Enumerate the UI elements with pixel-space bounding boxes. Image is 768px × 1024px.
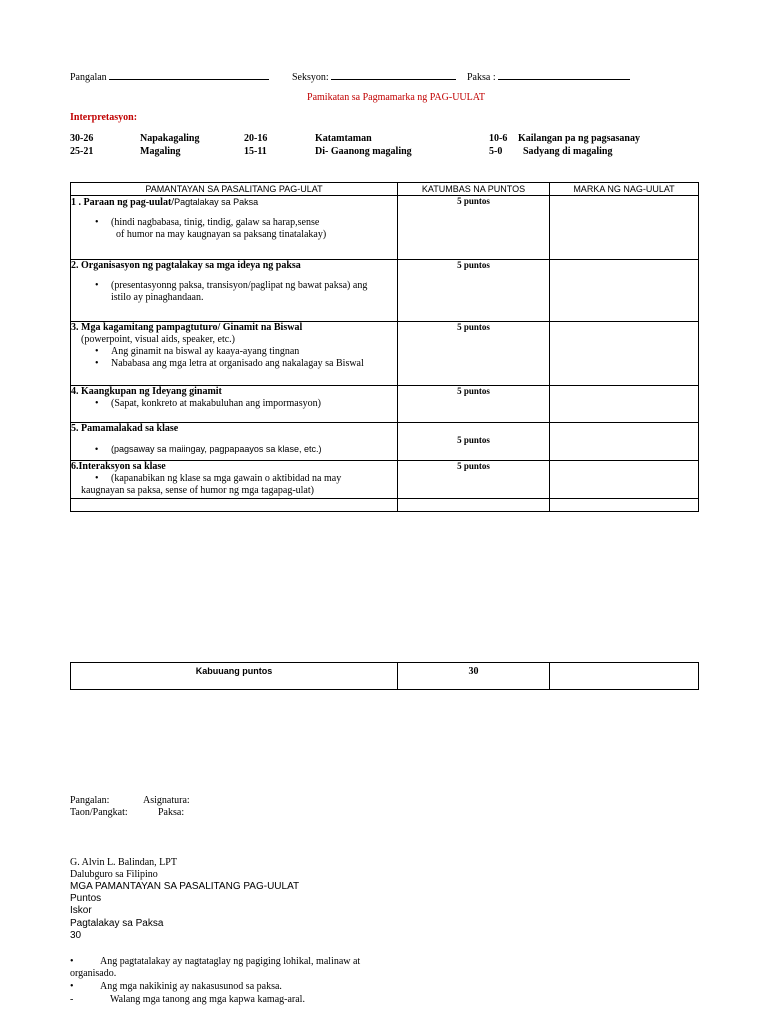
name-field[interactable] <box>70 70 269 83</box>
total-score-cell[interactable] <box>550 663 699 690</box>
criterion-title: 3. Mga kagamitang pampagtuturo/ Ginamit na Biswal <box>71 322 303 333</box>
range: 5-0 <box>489 146 503 157</box>
points-cell: 5 puntos <box>398 461 550 499</box>
score-cell[interactable] <box>550 260 699 322</box>
criterion-title: 6.Interaksyon sa klase <box>71 461 166 472</box>
range: 15-11 <box>244 146 267 157</box>
footer-signature-label: Asignatura: <box>143 795 190 806</box>
total-value: 30 <box>398 663 550 690</box>
rating: Kailangan pa ng pagsasanay <box>518 133 640 144</box>
table-row <box>71 260 699 322</box>
footer-bullet <box>70 956 361 967</box>
criterion-bullet-cont: of humor na may kaugnayan sa paksang tinatalakay) <box>116 229 327 240</box>
footer-topic-label: Paksa: <box>158 807 185 818</box>
table-row-empty <box>71 499 699 512</box>
criterion-bullet: • (Sapat, konkreto at makabuluhan ang impormasyon) <box>111 398 397 410</box>
criterion-cell <box>71 386 398 423</box>
criterion-bullet: • (presentasyonng paksa, transisyon/paglipat ng bawat paksa) ang <box>111 280 397 292</box>
criterion-cell <box>71 322 398 386</box>
points-cell: 5 puntos <box>398 386 550 423</box>
criterion-points: 30 <box>70 930 82 941</box>
score-cell[interactable] <box>550 461 699 499</box>
total-row <box>71 663 699 690</box>
criterion-cell <box>71 196 398 260</box>
rating: Napakagaling <box>140 133 200 144</box>
criterion-bullet: • Nababasa ang mga letra at organisado ang nakalagay sa Biswal <box>111 358 397 370</box>
bullet-text: Ang pagtatalakay ay nagtataglay ng pagiging lohikal, malinaw at <box>100 956 361 967</box>
criterion-bullet: • Ang ginamit na biswal ay kaaya-ayang tingnan <box>111 346 397 358</box>
points-cell: 5 puntos <box>398 322 550 386</box>
footer-bullet <box>70 981 282 992</box>
footer-year-label: Taon/Pangkat: <box>70 807 128 818</box>
name-label: Pangalan <box>70 72 107 83</box>
table-row <box>71 386 699 423</box>
criterion-bullet: • (kapanabikan ng klase sa mga gawain o aktibidad na may <box>111 473 397 485</box>
score-cell[interactable] <box>550 386 699 423</box>
points-cell: 5 puntos <box>398 196 550 260</box>
criterion-bullet-cont: kaugnayan sa paksa, sense of humor ng mga tagapag-ulat) <box>81 485 314 496</box>
empty-cell[interactable] <box>550 499 699 512</box>
points-cell: 5 puntos <box>398 260 550 322</box>
bullet-text: Ang mga nakikinig ay nakasusunod sa paksa. <box>100 981 282 992</box>
section-blank[interactable] <box>331 70 456 80</box>
bullet-marker: • <box>70 981 74 992</box>
table-row <box>71 461 699 499</box>
points-cell: 5 puntos <box>398 423 550 461</box>
range: 25-21 <box>70 146 94 157</box>
rating: Katamtaman <box>315 133 372 144</box>
column-header: PAMANTAYAN SA PASALITANG PAG-ULAT <box>71 183 398 196</box>
criterion-title-sub: Pagtalakay sa Paksa <box>174 197 259 207</box>
criterion-cell <box>71 423 398 461</box>
rating: Magaling <box>140 146 181 157</box>
score-cell[interactable] <box>550 423 699 461</box>
criterion-title: 5. Pamamalakad sa klase <box>71 423 179 434</box>
criterion-title: 4. Kaangkupan ng Ideyang ginamit <box>71 386 222 397</box>
empty-cell <box>398 499 550 512</box>
criterion-bullet: • (hindi nagbabasa, tinig, tindig, galaw sa harap,sense <box>111 217 397 229</box>
author-role: Dalubguro sa Filipino <box>70 869 158 880</box>
range: 30-26 <box>70 133 94 144</box>
section-label: Seksyon: <box>292 72 329 83</box>
score-label: Iskor <box>70 905 92 916</box>
bullet-marker: • <box>70 956 74 967</box>
table-row <box>71 423 699 461</box>
author-name: G. Alvin L. Balindan, LPT <box>70 857 177 868</box>
footer-bullet <box>70 994 305 1005</box>
criterion-label: Pagtalakay sa Paksa <box>70 918 164 929</box>
empty-cell <box>71 499 398 512</box>
criterion-cell <box>71 260 398 322</box>
column-header: KATUMBAS NA PUNTOS <box>398 183 550 196</box>
footer-bullet-cont: organisado. <box>70 968 117 979</box>
score-cell[interactable] <box>550 322 699 386</box>
name-blank[interactable] <box>109 70 269 80</box>
criterion-title: 1 . Paraan ng pag-uulat/ <box>71 197 175 208</box>
score-cell[interactable] <box>550 196 699 260</box>
total-label: Kabuuang puntos <box>71 663 398 690</box>
bullet-marker: - <box>70 994 74 1005</box>
rubric-table <box>70 182 699 512</box>
footer-name-label: Pangalan: <box>70 795 110 806</box>
points-label: Puntos <box>70 893 102 904</box>
topic-blank[interactable] <box>498 70 630 80</box>
range: 10-6 <box>489 133 508 144</box>
table-row <box>71 322 699 386</box>
criterion-bullet: • (pagsaway sa maiingay, pagpapaayos sa klase, etc.) <box>111 443 397 455</box>
rating: Di- Gaanong magaling <box>315 146 412 157</box>
criterion-cell <box>71 461 398 499</box>
interpretation-heading: Interpretasyon: <box>70 112 138 123</box>
topic-label: Paksa : <box>467 72 496 83</box>
rating: Sadyang di magaling <box>523 146 613 157</box>
column-header: MARKA NG NAG-UULAT <box>550 183 699 196</box>
bullet-text: Walang mga tanong ang mga kapwa kamag-aral. <box>110 994 305 1005</box>
criterion-subtitle: (powerpoint, visual aids, speaker, etc.) <box>81 334 235 345</box>
range: 20-16 <box>244 133 268 144</box>
criterion-title: 2. Organisasyon ng pagtalakay sa mga ideya ng paksa <box>71 260 301 271</box>
topic-field[interactable] <box>467 70 630 83</box>
total-table <box>70 662 699 690</box>
section-field[interactable] <box>292 70 456 83</box>
document-title: Pamikatan sa Pagmamarka ng PAG-UULAT <box>307 92 485 103</box>
table-header-row <box>71 183 699 196</box>
rubric-title: MGA PAMANTAYAN SA PASALITANG PAG-UULAT <box>70 881 300 892</box>
table-row <box>71 196 699 260</box>
criterion-bullet-cont: istilo ay pinaghandaan. <box>111 292 204 303</box>
